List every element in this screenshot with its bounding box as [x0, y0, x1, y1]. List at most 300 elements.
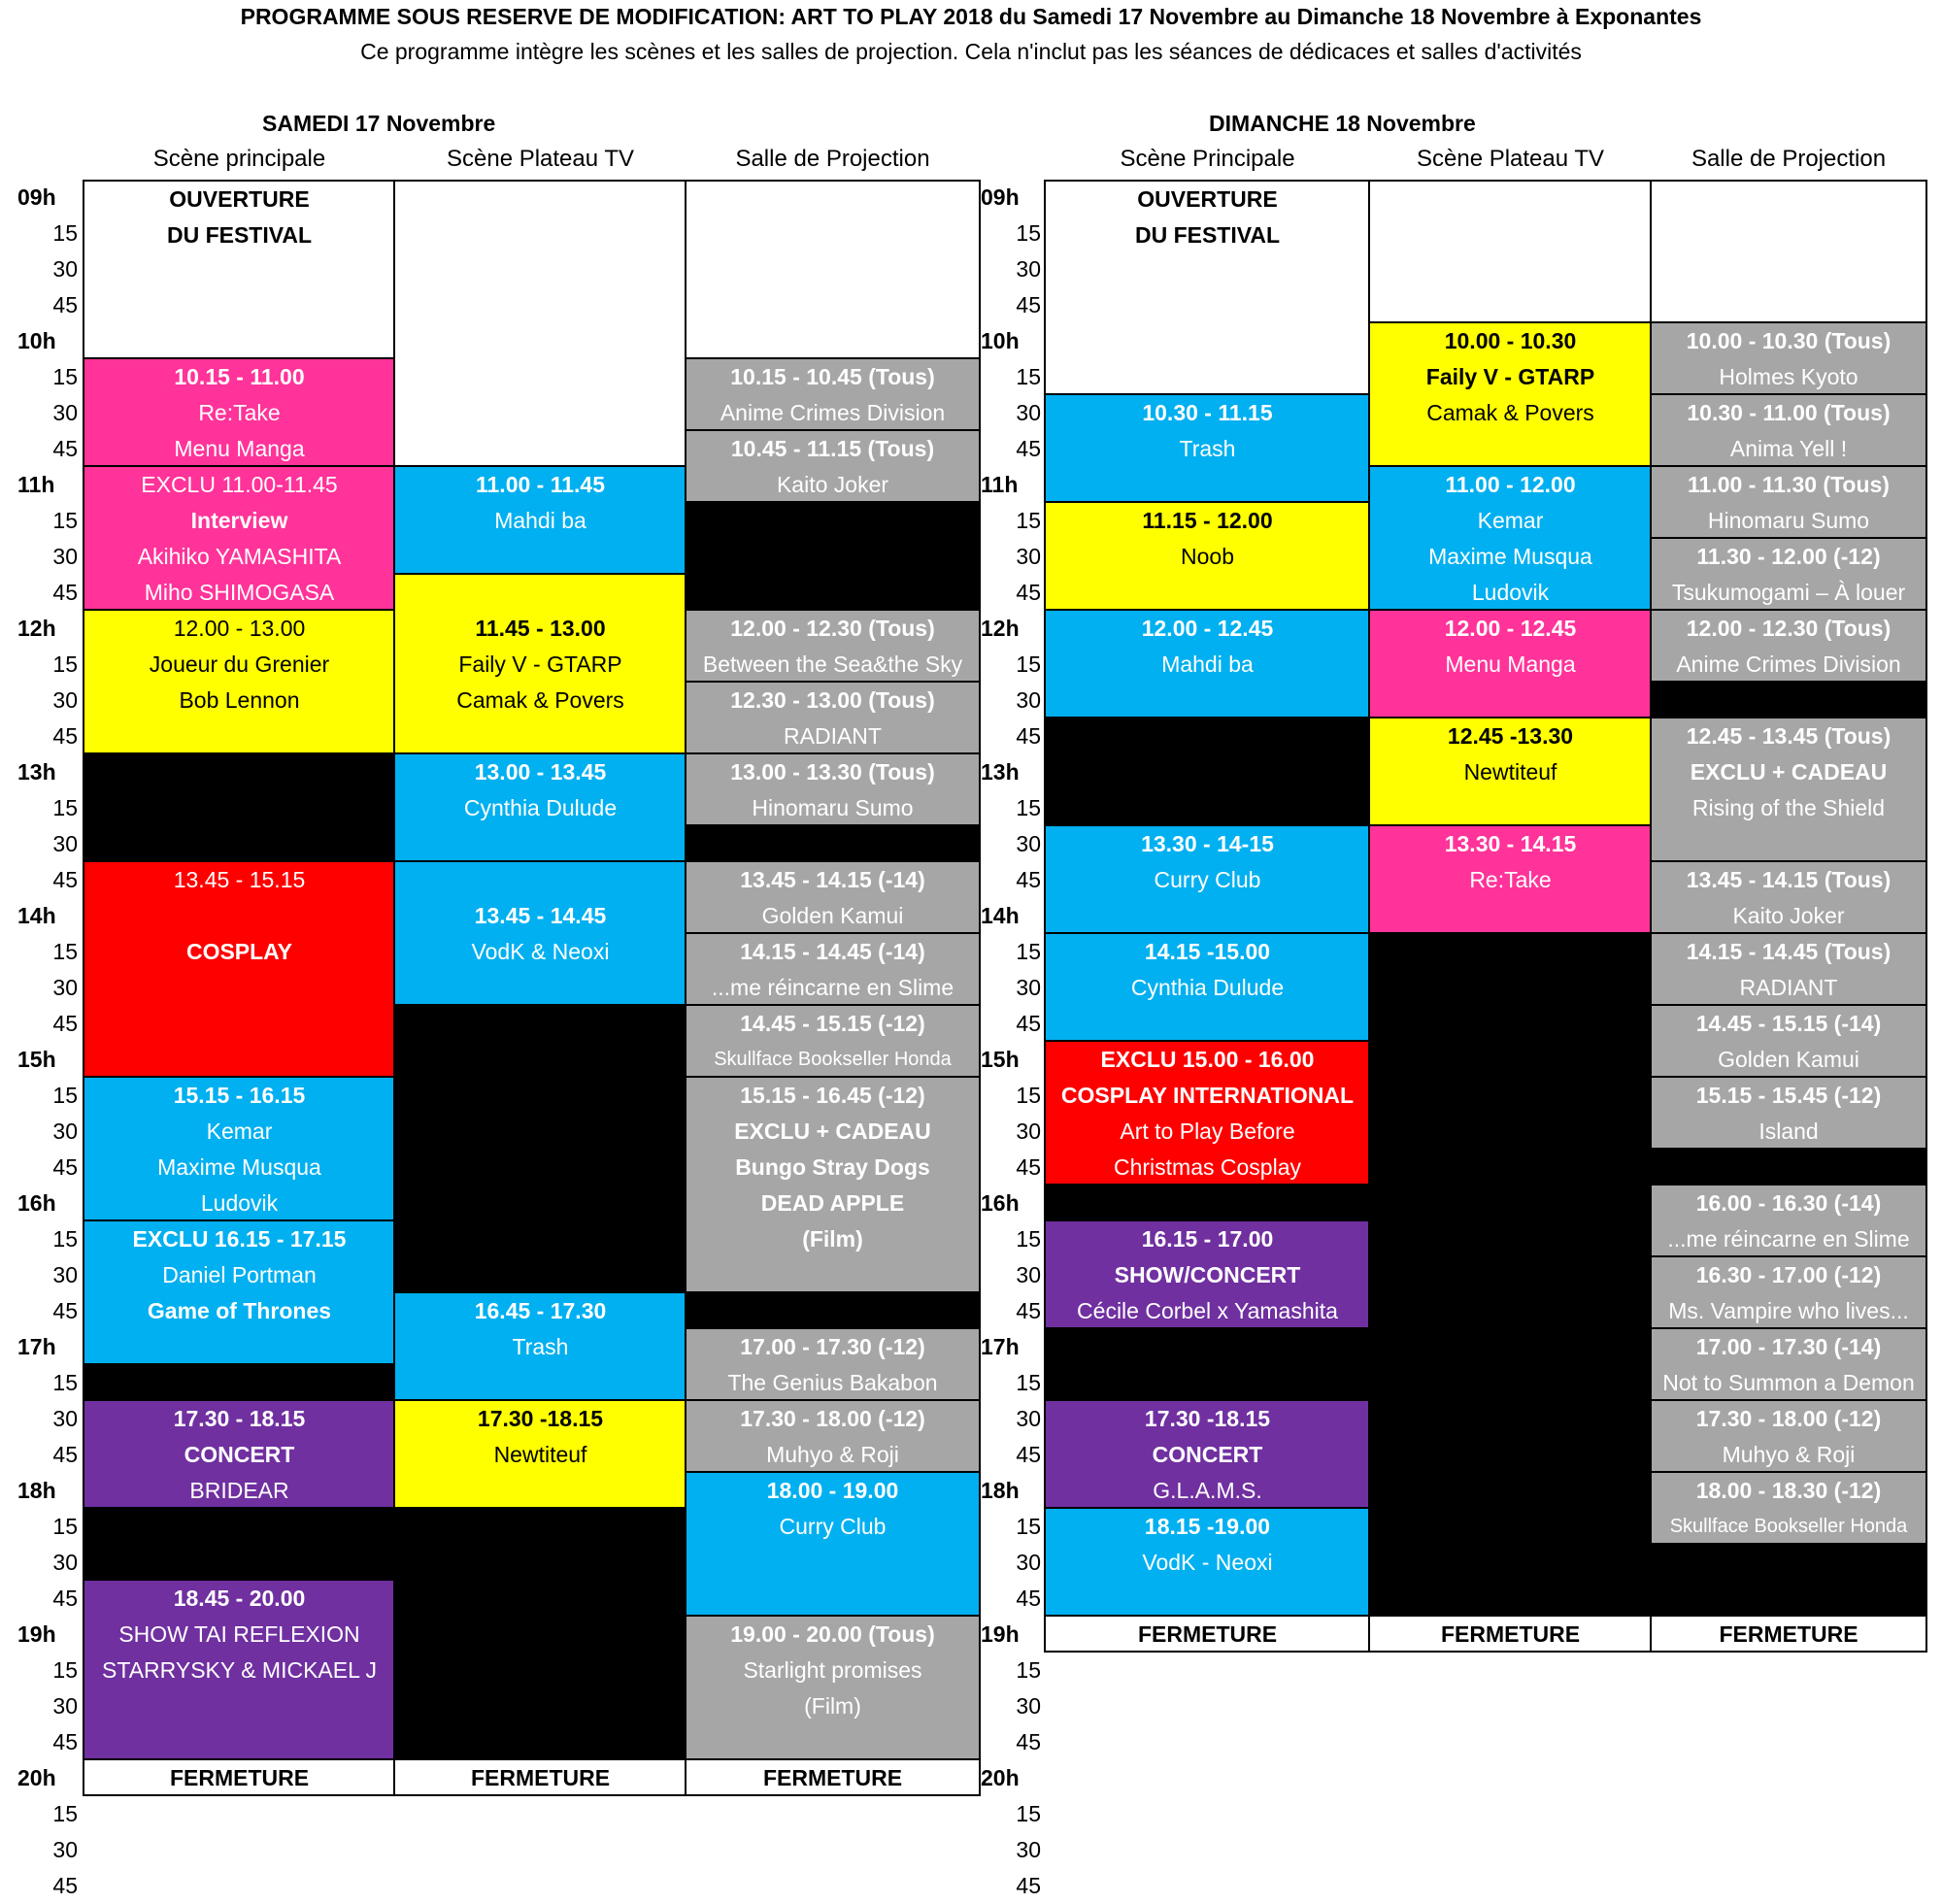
column-header: Scène Plateau TV [446, 146, 635, 172]
closing-cell [1370, 1617, 1651, 1653]
event-line: 18.45 - 20.00 [173, 1586, 306, 1611]
time-label: 45 [52, 580, 78, 605]
event-line: 12.45 - 13.45 (Tous) [1686, 723, 1892, 749]
time-label: 30 [52, 1550, 78, 1575]
column-header: Scène Plateau TV [1416, 146, 1605, 172]
event-block [84, 182, 394, 359]
event-block [1652, 1329, 1925, 1401]
event-line: 13.45 - 14.45 [474, 903, 607, 928]
event-line: Kaito Joker [1732, 903, 1845, 928]
event-block [1652, 539, 1925, 611]
time-label: 09h [981, 184, 1020, 210]
event-line: 11.00 - 12.00 [1445, 472, 1576, 497]
time-label: 15 [52, 1514, 78, 1539]
event-line [395, 862, 686, 898]
event-line: 16.30 - 17.00 (-12) [1695, 1262, 1882, 1287]
event-block [395, 467, 686, 575]
event-line: 17.30 - 18.00 (-12) [740, 1406, 925, 1431]
event-line: ...me réincarne en Slime [711, 975, 954, 1000]
time-label: 14h [17, 903, 56, 928]
time-label: 15 [52, 1657, 78, 1683]
event-line: 11.00 - 11.45 [475, 472, 605, 497]
event-line: Miho SHIMOGASA [144, 580, 335, 605]
time-label: 45 [1016, 1298, 1041, 1323]
time-label: 30 [52, 1693, 78, 1719]
time-label: 45 [52, 1442, 78, 1467]
event-line: EXCLU 15.00 - 16.00 [1100, 1047, 1315, 1072]
event-line: 13.45 - 15.15 [173, 867, 306, 892]
time-label: 20h [981, 1765, 1020, 1790]
event-block [395, 1293, 686, 1401]
time-label: 30 [52, 1262, 78, 1287]
event-line: Bob Lennon [179, 687, 300, 713]
event-block [1370, 467, 1651, 611]
event-line: CONCERT [1152, 1442, 1263, 1467]
event-line: 19.00 - 20.00 (Tous) [730, 1621, 935, 1647]
closing-cell [1652, 1617, 1925, 1653]
time-label: 30 [52, 1837, 78, 1862]
event-line: SHOW TAI REFLEXION [118, 1621, 360, 1647]
time-label: 11h [981, 472, 1019, 497]
event-line: 10.15 - 10.45 (Tous) [730, 364, 935, 389]
time-label: 15h [17, 1047, 56, 1072]
event-line: Kemar [1477, 508, 1544, 533]
time-label: 19h [981, 1621, 1020, 1647]
time-label: 45 [52, 1298, 78, 1323]
event-block [1652, 718, 1925, 862]
event-line: Anime Crimes Division [720, 400, 946, 425]
event-line: 17.30 - 18.00 (-12) [1695, 1406, 1882, 1431]
event-line: 17.00 - 17.30 (-14) [1695, 1334, 1882, 1359]
event-line: 13.45 - 14.15 (Tous) [1686, 867, 1892, 892]
event-line: Skullface Bookseller Honda [714, 1049, 952, 1070]
event-line: VodK - Neoxi [1142, 1550, 1273, 1575]
time-label: 45 [1016, 723, 1041, 749]
event-block [1652, 1078, 1925, 1150]
event-block [1652, 1257, 1925, 1329]
event-block [1046, 826, 1369, 934]
column-header: Salle de Projection [735, 146, 930, 172]
event-line: Kemar [206, 1119, 273, 1144]
event-line: Menu Manga [1445, 651, 1576, 677]
event-block [1652, 1401, 1925, 1473]
event-line: 13.30 - 14-15 [1141, 831, 1274, 856]
event-block [84, 359, 394, 467]
event-block [686, 683, 979, 754]
time-label: 15 [1016, 1657, 1041, 1683]
event-line [395, 575, 686, 611]
time-label: 30 [1016, 1550, 1041, 1575]
column-header: Scène principale [152, 146, 326, 172]
event-line: 13.00 - 13.30 (Tous) [730, 759, 935, 785]
time-label: 45 [1016, 1873, 1041, 1898]
time-label: 45 [52, 1873, 78, 1898]
time-label: 45 [1016, 1586, 1041, 1611]
time-label: 13h [17, 759, 56, 785]
event-line: FERMETURE [470, 1765, 611, 1790]
event-block [1370, 718, 1651, 826]
column-header: Scène Principale [1120, 146, 1295, 172]
event-line: DU FESTIVAL [166, 222, 313, 248]
event-line: 11.30 - 12.00 (-12) [1696, 544, 1881, 569]
event-line: Re:Take [1469, 867, 1552, 892]
event-line: Hinomaru Sumo [1707, 508, 1870, 533]
event-line: Interview [190, 508, 288, 533]
time-label: 30 [52, 400, 78, 425]
event-block [1046, 503, 1369, 611]
event-line: Newtiteuf [493, 1442, 587, 1467]
event-line: Bungo Stray Dogs [735, 1154, 930, 1180]
event-line: Muhyo & Roji [766, 1442, 899, 1467]
time-label: 20h [17, 1765, 56, 1790]
time-label: 45 [1016, 580, 1041, 605]
time-label: 30 [52, 1119, 78, 1144]
event-line: 12.30 - 13.00 (Tous) [730, 687, 935, 713]
event-line: Cynthia Dulude [463, 795, 618, 820]
day-title: DIMANCHE 18 Novembre [1209, 111, 1476, 136]
time-label: 18h [981, 1478, 1020, 1503]
event-line: Anime Crimes Division [1676, 651, 1901, 677]
time-label: 15 [1016, 1083, 1041, 1108]
event-line: RADIANT [784, 723, 882, 749]
time-label: 17h [17, 1334, 56, 1359]
event-line: 12.00 - 12.45 [1444, 616, 1577, 641]
event-line: 16.15 - 17.00 [1141, 1226, 1274, 1252]
event-block [395, 1401, 686, 1509]
time-label: 30 [1016, 256, 1041, 282]
event-block [1370, 323, 1651, 467]
event-line: Ludovik [1471, 580, 1550, 605]
time-label: 18h [17, 1478, 56, 1503]
event-line: Muhyo & Roji [1722, 1442, 1856, 1467]
time-label: 30 [1016, 400, 1041, 425]
time-label: 10h [981, 328, 1020, 353]
time-label: 30 [52, 256, 78, 282]
event-block [686, 611, 979, 683]
event-line: Cécile Corbel x Yamashita [1077, 1298, 1338, 1323]
time-label: 15 [1016, 364, 1041, 389]
event-block [686, 1473, 979, 1617]
event-block [1046, 1401, 1369, 1509]
time-label: 15 [52, 1226, 78, 1252]
time-label: 15 [1016, 1801, 1041, 1826]
event-line: 14.45 - 15.15 (-14) [1695, 1011, 1882, 1036]
event-block [686, 862, 979, 934]
time-label: 15 [1016, 220, 1041, 246]
event-line: Anima Yell ! [1729, 436, 1848, 461]
event-line: Island [1758, 1119, 1819, 1144]
page-subtitle: Ce programme intègre les scènes et les salles de projection. Cela n'inclut pas les séances de dédicaces et salles d'activités [360, 39, 1582, 64]
event-line: Camak & Povers [1426, 400, 1594, 425]
event-block [686, 431, 979, 503]
day-title: SAMEDI 17 Novembre [262, 111, 496, 136]
event-line: 17.00 - 17.30 (-12) [740, 1334, 925, 1359]
event-line: EXCLU + CADEAU [1690, 759, 1888, 785]
schedule-column [685, 180, 981, 1796]
time-label: 45 [52, 1154, 78, 1180]
event-line: RADIANT [1739, 975, 1838, 1000]
event-line: Art to Play Before [1120, 1119, 1295, 1144]
time-label: 30 [1016, 687, 1041, 713]
event-line: 14.15 -15.00 [1144, 939, 1271, 964]
event-line: Curry Club [1154, 867, 1261, 892]
event-line: Akihiko YAMASHITA [137, 544, 342, 569]
event-block [1652, 323, 1925, 395]
closing-cell [1046, 1617, 1369, 1653]
event-line: 12.00 - 12.30 (Tous) [730, 616, 935, 641]
event-line: Maxime Musqua [1428, 544, 1592, 569]
event-block [1652, 1186, 1925, 1257]
event-line: 12.45 -13.30 [1447, 723, 1574, 749]
time-label: 15 [1016, 795, 1041, 820]
event-block [84, 611, 394, 754]
time-label: 30 [52, 687, 78, 713]
time-label: 15 [52, 1370, 78, 1395]
schedule-column [83, 180, 396, 1796]
event-line: 15.15 - 16.45 (-12) [740, 1083, 925, 1108]
page-title: PROGRAMME SOUS RESERVE DE MODIFICATION: ART TO PLAY 2018 du Samedi 17 Novembre au Dimanche 18 Novembre à Exponantes [240, 4, 1702, 29]
event-line: Camak & Povers [456, 687, 624, 713]
event-line: Mahdi ba [494, 508, 586, 533]
event-block [84, 1078, 394, 1221]
time-label: 45 [1016, 292, 1041, 317]
event-line: 12.00 - 12.30 (Tous) [1686, 616, 1892, 641]
event-block [686, 1401, 979, 1473]
event-line: CONCERT [184, 1442, 295, 1467]
event-line: 18.00 - 18.30 (-12) [1695, 1478, 1882, 1503]
closing-cell [395, 1760, 686, 1796]
event-line: Trash [1179, 436, 1236, 461]
event-line: SHOW/CONCERT [1114, 1262, 1301, 1287]
event-line: 16.45 - 17.30 [474, 1298, 607, 1323]
event-line: 11.00 - 11.30 (Tous) [1688, 472, 1890, 497]
event-block [686, 1078, 979, 1293]
event-line: 10.00 - 10.30 (Tous) [1686, 328, 1892, 353]
event-block [1046, 1042, 1369, 1186]
event-block [84, 1221, 394, 1365]
event-line: 13.00 - 13.45 [474, 759, 607, 785]
event-line: The Genius Bakabon [727, 1370, 938, 1395]
event-line: 15.15 - 15.45 (-12) [1695, 1083, 1882, 1108]
event-line: 10.45 - 11.15 (Tous) [730, 436, 935, 461]
event-block [1652, 467, 1925, 539]
event-block [686, 1617, 979, 1760]
event-line: Re:Take [198, 400, 281, 425]
event-line: Ludovik [200, 1190, 279, 1216]
event-block [686, 359, 979, 431]
time-label: 15 [1016, 508, 1041, 533]
event-line: Not to Summon a Demon [1662, 1370, 1915, 1395]
time-label: 13h [981, 759, 1020, 785]
event-line: 17.30 -18.15 [477, 1406, 604, 1431]
event-block [686, 754, 979, 826]
event-block [1046, 934, 1369, 1042]
time-label: 12h [17, 616, 56, 641]
event-block [1652, 395, 1925, 467]
schedule-column [1368, 180, 1653, 1653]
time-label: 12h [981, 616, 1020, 641]
event-block [686, 1006, 979, 1078]
event-line: G.L.A.M.S. [1153, 1478, 1262, 1503]
time-label: 45 [52, 867, 78, 892]
event-line [84, 898, 394, 934]
time-label: 15 [1016, 651, 1041, 677]
event-block [1046, 1221, 1369, 1329]
event-line: Hinomaru Sumo [752, 795, 914, 820]
time-label: 45 [1016, 867, 1041, 892]
event-line: Tsukumogami – À louer [1671, 580, 1906, 605]
event-line: 14.15 - 14.45 (Tous) [1686, 939, 1892, 964]
event-block [1652, 611, 1925, 683]
event-block [84, 1581, 394, 1760]
event-line: 12.00 - 12.45 [1141, 616, 1274, 641]
time-label: 16h [17, 1190, 56, 1216]
event-block [1652, 934, 1925, 1006]
event-line: 17.30 -18.15 [1144, 1406, 1271, 1431]
event-line: Menu Manga [174, 436, 305, 461]
event-block [1370, 611, 1651, 718]
event-line: 15.15 - 16.15 [173, 1083, 306, 1108]
time-label: 30 [1016, 1406, 1041, 1431]
column-header: Salle de Projection [1691, 146, 1887, 172]
time-label: 45 [1016, 1011, 1041, 1036]
event-line: 13.30 - 14.15 [1444, 831, 1577, 856]
event-line: 10.00 - 10.30 [1444, 328, 1577, 353]
event-block [395, 575, 686, 754]
time-label: 45 [52, 1586, 78, 1611]
event-line: Holmes Kyoto [1719, 364, 1858, 389]
event-line: 17.30 - 18.15 [173, 1406, 306, 1431]
event-block [1046, 611, 1369, 718]
time-label: 17h [981, 1334, 1020, 1359]
event-line: Starlight promises [743, 1657, 922, 1683]
time-label: 45 [1016, 436, 1041, 461]
time-label: 45 [52, 292, 78, 317]
event-line: Golden Kamui [1718, 1047, 1859, 1072]
event-line: Newtiteuf [1463, 759, 1557, 785]
closing-cell [686, 1760, 979, 1796]
event-line: BRIDEAR [189, 1478, 289, 1503]
event-line: Faily V - GTARP [1425, 364, 1595, 389]
event-block [84, 1401, 394, 1509]
event-line: (Film) [802, 1226, 863, 1252]
event-line: 11.45 - 13.00 [475, 616, 606, 641]
time-label: 30 [52, 975, 78, 1000]
event-block [686, 934, 979, 1006]
event-line: Noob [1181, 544, 1234, 569]
event-line: 18.15 -19.00 [1144, 1514, 1271, 1539]
event-block [1370, 182, 1651, 323]
time-label: 15 [1016, 1226, 1041, 1252]
time-label: 30 [1016, 1693, 1041, 1719]
event-line: (Film) [804, 1693, 861, 1719]
event-line: Skullface Bookseller Honda [1669, 1516, 1908, 1537]
time-label: 45 [52, 1011, 78, 1036]
event-line: OUVERTURE [1137, 186, 1278, 212]
time-label: 10h [17, 328, 56, 353]
event-line: 12.00 - 13.00 [173, 616, 306, 641]
event-block [686, 1329, 979, 1401]
time-label: 45 [1016, 1729, 1041, 1754]
event-line: 11.15 - 12.00 [1142, 508, 1273, 533]
event-line: Daniel Portman [162, 1262, 317, 1287]
event-block [1652, 182, 1925, 323]
event-line: EXCLU + CADEAU [734, 1119, 931, 1144]
time-label: 15 [52, 939, 78, 964]
event-line: Joueur du Grenier [149, 651, 330, 677]
time-label: 15 [1016, 939, 1041, 964]
time-label: 45 [1016, 1154, 1041, 1180]
event-line: Cynthia Dulude [1130, 975, 1285, 1000]
event-line: Ms. Vampire who lives... [1668, 1298, 1909, 1323]
event-block [686, 182, 979, 359]
event-line: Mahdi ba [1161, 651, 1254, 677]
event-line: DEAD APPLE [760, 1190, 905, 1216]
event-line: 18.00 - 19.00 [766, 1478, 899, 1503]
time-label: 15 [52, 220, 78, 246]
event-line: 10.30 - 11.00 (Tous) [1687, 400, 1891, 425]
event-line: 13.45 - 14.15 (-14) [740, 867, 925, 892]
event-line: COSPLAY [185, 939, 293, 964]
event-block [395, 182, 686, 467]
schedule-column [393, 180, 687, 1796]
event-line: Trash [512, 1334, 569, 1359]
time-label: 15 [52, 795, 78, 820]
event-block [84, 467, 394, 611]
event-line: Kaito Joker [776, 472, 889, 497]
time-label: 30 [1016, 975, 1041, 1000]
event-line: EXCLU 16.15 - 17.15 [132, 1226, 347, 1252]
event-line: VodK & Neoxi [471, 939, 610, 964]
event-block [1652, 862, 1925, 934]
time-label: 30 [52, 1406, 78, 1431]
time-label: 15h [981, 1047, 1020, 1072]
time-label: 45 [52, 436, 78, 461]
time-label: 30 [1016, 1262, 1041, 1287]
event-line: 10.30 - 11.15 [1142, 400, 1273, 425]
time-label: 15 [1016, 1370, 1041, 1395]
event-line: OUVERTURE [169, 186, 310, 212]
time-label: 30 [1016, 1119, 1041, 1144]
event-line: DU FESTIVAL [1134, 222, 1281, 248]
event-line: Rising of the Shield [1691, 795, 1886, 820]
event-line: FERMETURE [169, 1765, 310, 1790]
event-line: Golden Kamui [761, 903, 904, 928]
event-line: 14.15 - 14.45 (-14) [740, 939, 925, 964]
event-block [1046, 1509, 1369, 1617]
event-block [1652, 1006, 1925, 1078]
event-line: STARRYSKY & MICKAEL J [102, 1657, 377, 1683]
event-line: FERMETURE [762, 1765, 903, 1790]
event-block [84, 862, 394, 1078]
time-label: 16h [981, 1190, 1020, 1216]
event-line: Between the Sea&the Sky [702, 651, 963, 677]
event-line: ...me réincarne en Slime [1667, 1226, 1910, 1252]
event-block [395, 862, 686, 1006]
time-label: 30 [52, 831, 78, 856]
time-label: 15 [52, 651, 78, 677]
event-line: Maxime Musqua [157, 1154, 321, 1180]
time-label: 09h [17, 184, 56, 210]
time-label: 45 [1016, 1442, 1041, 1467]
event-line: 14.45 - 15.15 (-12) [740, 1011, 925, 1036]
time-label: 14h [981, 903, 1020, 928]
event-line: COSPLAY INTERNATIONAL [1060, 1083, 1355, 1108]
time-label: 11h [17, 472, 55, 497]
time-label: 15 [52, 1083, 78, 1108]
event-block [1046, 395, 1369, 503]
time-label: 15 [52, 1801, 78, 1826]
